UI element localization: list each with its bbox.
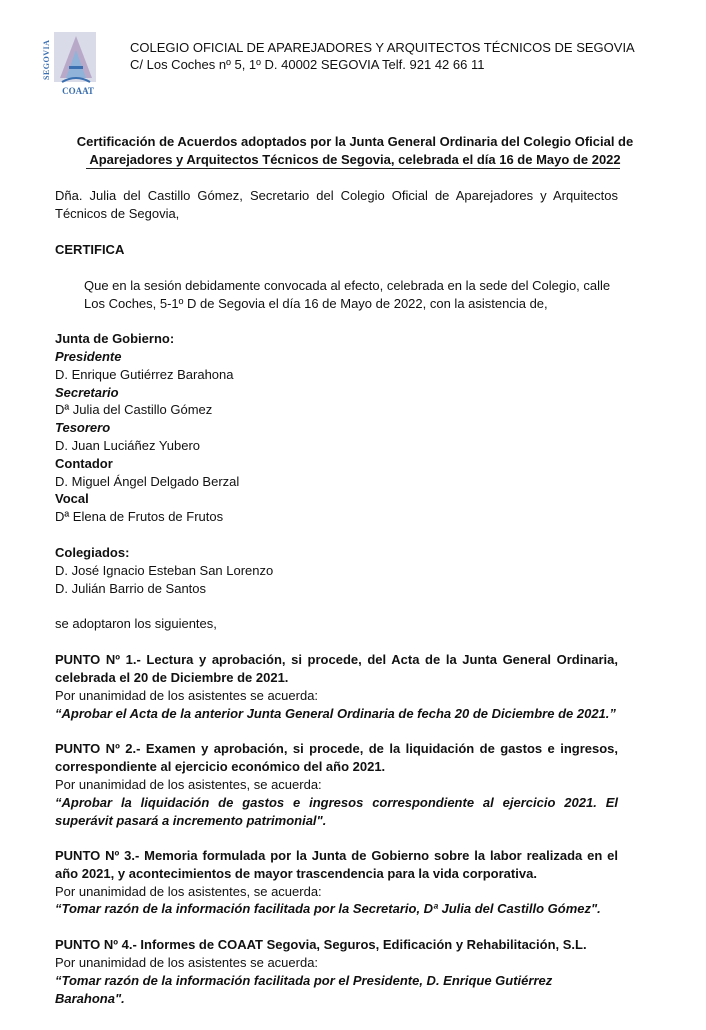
logo-vertical-text: SEGOVIA <box>42 39 51 81</box>
punto-3-vote: Por unanimidad de los asistentes, se acuerda: <box>55 884 322 899</box>
certifica-heading: CERTIFICA <box>55 242 125 257</box>
punto-1-resolution: “Aprobar el Acta de la anterior Junta General Ordinaria de fecha 20 de Diciembre de 2021.” <box>55 706 616 721</box>
session-paragraph: Que en la sesión debidamente convocada al efecto, celebrada en la sede del Colegio, calle Los Coches, 5-1º D de Segovia el día 16 de Mayo de 2022, con la asistencia de, <box>84 278 611 311</box>
document-title <box>55 133 655 169</box>
punto-1-vote: Por unanimidad de los asistentes se acuerda: <box>55 688 319 703</box>
role-presidente: Presidente <box>55 349 122 364</box>
member-vocal: Dª Elena de Frutos de Frutos <box>55 509 224 524</box>
member-secretario: Dª Julia del Castillo Gómez <box>55 402 213 417</box>
punto-1-title: PUNTO Nº 1.- Lectura y aprobación, si procede, del Acta de la Junta General Ordinaria, celebrada el 20 de Diciembre de 2021. <box>55 652 618 685</box>
punto-3-title: PUNTO Nº 3.- Memoria formulada por la Junta de Gobierno sobre la labor realizada en el año 2021, y acontecimientos de mayor trascendencia para la vida corporativa. <box>55 848 618 881</box>
role-contador: Contador <box>55 456 113 471</box>
punto-4-vote: Por unanimidad de los asistentes se acuerda: <box>55 955 319 970</box>
intro-paragraph: Dña. Julia del Castillo Gómez, Secretario del Colegio Oficial de Aparejadores y Arquitectos Técnicos de Segovia, <box>55 188 618 221</box>
coaat-logo <box>42 30 100 102</box>
punto-4-resolution: “Tomar razón de la información facilitada por el Presidente, D. Enrique Gutiérrez Barahona". <box>55 973 553 1006</box>
punto-4-title: PUNTO Nº 4.- Informes de COAAT Segovia, Seguros, Edificación y Rehabilitación, S.L. <box>55 937 587 952</box>
role-vocal: Vocal <box>55 491 89 506</box>
punto-2-vote: Por unanimidad de los asistentes, se acuerda: <box>55 777 322 792</box>
title-line-1: Certificación de Acuerdos adoptados por la Junta General Ordinaria del Colegio Oficial de <box>76 134 634 149</box>
punto-2-title: PUNTO Nº 2.- Examen y aprobación, si procede, de la liquidación de gastos e ingresos, correspondiente al ejercicio económico del año 2021. <box>55 741 618 774</box>
logo-acronym: COAAT <box>62 86 94 96</box>
title-underline <box>86 168 620 169</box>
member-presidente: D. Enrique Gutiérrez Barahona <box>55 367 234 382</box>
junta-heading: Junta de Gobierno: <box>55 331 175 346</box>
title-line-2: Aparejadores y Arquitectos Técnicos de Segovia, celebrada el día 16 de Mayo de 2022 <box>89 152 621 167</box>
colegiado-1: D. José Ignacio Esteban San Lorenzo <box>55 563 274 578</box>
member-contador: D. Miguel Ángel Delgado Berzal <box>55 474 240 489</box>
colegiados-heading: Colegiados: <box>55 545 130 560</box>
org-address: C/ Los Coches nº 5, 1º D. 40002 SEGOVIA Telf. 921 42 66 11 <box>130 57 485 72</box>
colegiado-2: D. Julián Barrio de Santos <box>55 581 207 596</box>
role-secretario: Secretario <box>55 385 119 400</box>
role-tesorero: Tesorero <box>55 420 111 435</box>
logo-emblem-icon <box>52 30 98 88</box>
member-tesorero: D. Juan Luciáñez Yubero <box>55 438 201 453</box>
punto-2-resolution: “Aprobar la liquidación de gastos e ingresos correspondiente al ejercicio 2021. El superávit pasará a incremento patrimonial". <box>55 795 618 828</box>
org-name: COLEGIO OFICIAL DE APAREJADORES Y ARQUITECTOS TÉCNICOS DE SEGOVIA <box>130 40 635 55</box>
punto-3-resolution: “Tomar razón de la información facilitada por la Secretario, Dª Julia del Castillo Gómez". <box>55 901 601 916</box>
adopted-text: se adoptaron los siguientes, <box>55 616 217 631</box>
